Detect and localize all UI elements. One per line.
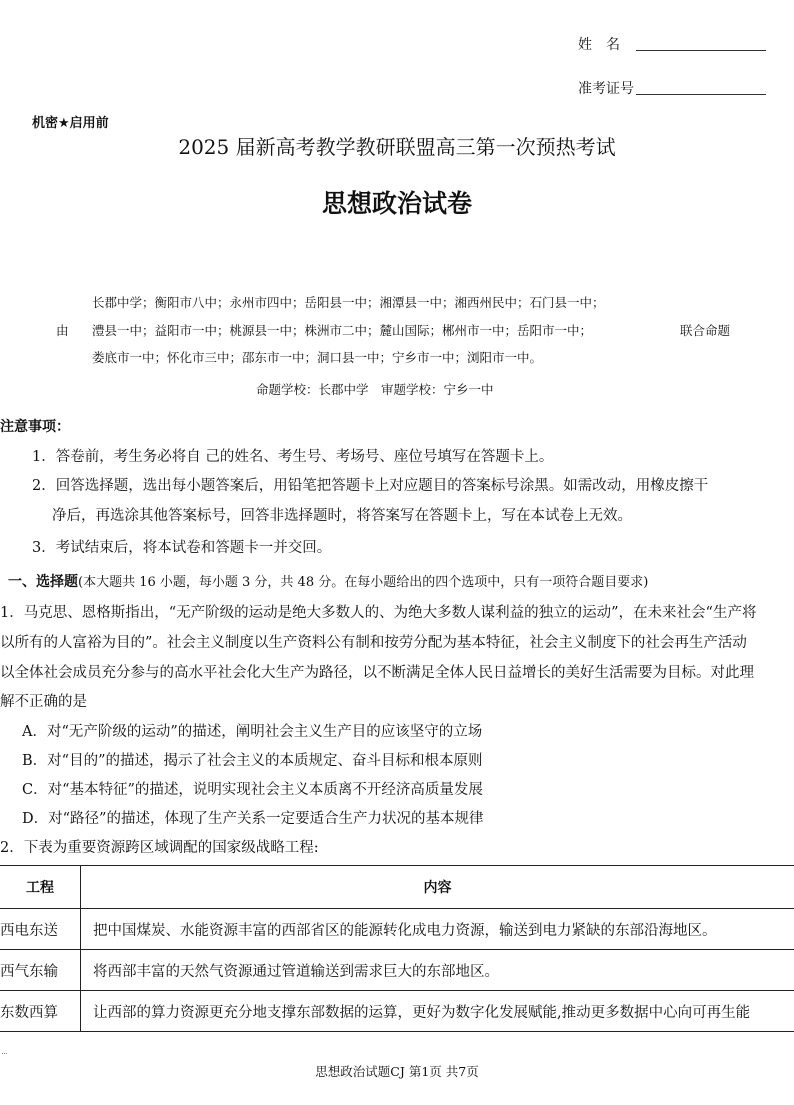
table-header-project: 工程	[0, 866, 81, 909]
confidential-mark: 机密★启用前	[32, 116, 109, 131]
table-cell-project: 西气东输	[0, 950, 81, 991]
q1-option-a: A．对“无产阶级的运动”的描述，阐明社会主义生产目的应该坚守的立场	[22, 724, 483, 740]
table-cell-content: 让西部的算力资源更充分地支撑东部数据的运算，更好为数字化发展赋能,推动更多数据中心向可再生能	[81, 991, 794, 1032]
paper-title: 思想政治试卷	[321, 189, 472, 218]
table-cell-content: 把中国煤炭、水能资源丰富的西部省区的能源转化成电力资源，输送到电力紧缺的东部沿海地区。	[81, 909, 794, 950]
q1-stem-line: 解不正确的是	[0, 694, 87, 710]
table-row	[0, 991, 794, 1032]
margin-mark	[2, 1053, 7, 1054]
exam-title: 2025 届新高考教学教研联盟高三第一次预热考试	[178, 135, 616, 159]
q1-option-c: C．对“基本特征”的描述，说明实现社会主义本质离不开经济高质量发展	[22, 782, 483, 798]
q1-stem-line: 1．马克思、恩格斯指出，“无产阶级的运动是绝大多数人的、为绝大多数人谋利益的独立的运动”，在未来社会“生产将	[0, 605, 757, 621]
q2-stem: 2．下表为重要资源跨区域调配的国家级战略工程:	[0, 840, 319, 856]
name-input-line[interactable]	[636, 50, 766, 51]
q1-stem-line: 以全体社会成员充分参与的高水平社会化大生产为路径，以不断满足全体人民日益增长的美好生活需要为目标。对此理	[0, 665, 754, 681]
table-cell-content: 将西部丰富的天然气资源通过管道输送到需求巨大的东部地区。	[81, 950, 794, 991]
project-table	[0, 865, 794, 1032]
schools-prefix: 由	[56, 323, 69, 338]
name-label: 姓 名	[578, 37, 620, 53]
table-row	[0, 950, 794, 991]
table-cell-project: 东数西算	[0, 991, 81, 1032]
q1-option-b: B．对“目的”的描述，揭示了社会主义的本质规定、奋斗目标和根本原则	[22, 753, 483, 769]
exam-id-input-line[interactable]	[636, 94, 766, 95]
notice-item: 2．回答选择题，选出每小题答案后，用铅笔把答题卡上对应题目的答案标号涂黑。如需改动，用橡皮擦干	[32, 478, 709, 494]
page-footer: 思想政治试题CJ 第1页 共7页	[315, 1064, 479, 1079]
notice-item: 3．考试结束后，将本试卷和答题卡一并交回。	[32, 540, 332, 556]
q1-option-d: D．对“路径”的描述，体现了生产关系一定要适合生产力状况的基本规律	[22, 811, 484, 827]
notice-title: 注意事项：	[0, 419, 70, 435]
exam-makers: 命题学校：长郡中学 审题学校：宁乡一中	[256, 382, 494, 397]
table-cell-project: 西电东送	[0, 909, 81, 950]
notice-item: 1．答卷前，考生务必将自 己的姓名、考生号、考场号、座位号填写在答题卡上。	[32, 449, 554, 465]
table-row	[0, 909, 794, 950]
table-header-row	[0, 866, 794, 909]
exam-id-label: 准考证号	[578, 81, 634, 97]
notice-item-continued: 净后，再选涂其他答案标号，回答非选择题时，将答案写在答题卡上，写在本试卷上无效。	[52, 508, 632, 524]
schools-suffix: 联合命题	[680, 323, 731, 338]
table-header-content: 内容	[81, 866, 794, 909]
section-description: (本大题共 16 小题，每小题 3 分，共 48 分。在每小题给出的四个选项中，只有一项符合题目要求)	[78, 575, 649, 590]
section-heading	[8, 571, 648, 591]
section-title: 一、选择题	[8, 574, 78, 590]
schools-line-1: 长郡中学；衡阳市八中；永州市四中；岳阳县一中；湘潭县一中；湘西州民中；石门县一中；	[92, 295, 605, 310]
q1-stem-line: 以所有的人富裕为目的”。社会主义制度以生产资料公有制和按劳分配为基本特征，社会主义制度下的社会再生产活动	[0, 635, 747, 651]
schools-line-2: 澧县一中；益阳市一中；桃源县一中；株洲市二中；麓山国际；郴州市一中；岳阳市一中；	[92, 323, 593, 338]
schools-line-3: 娄底市一中；怀化市三中；邵东市一中；洞口县一中；宁乡市一中；浏阳市一中。	[92, 350, 543, 365]
